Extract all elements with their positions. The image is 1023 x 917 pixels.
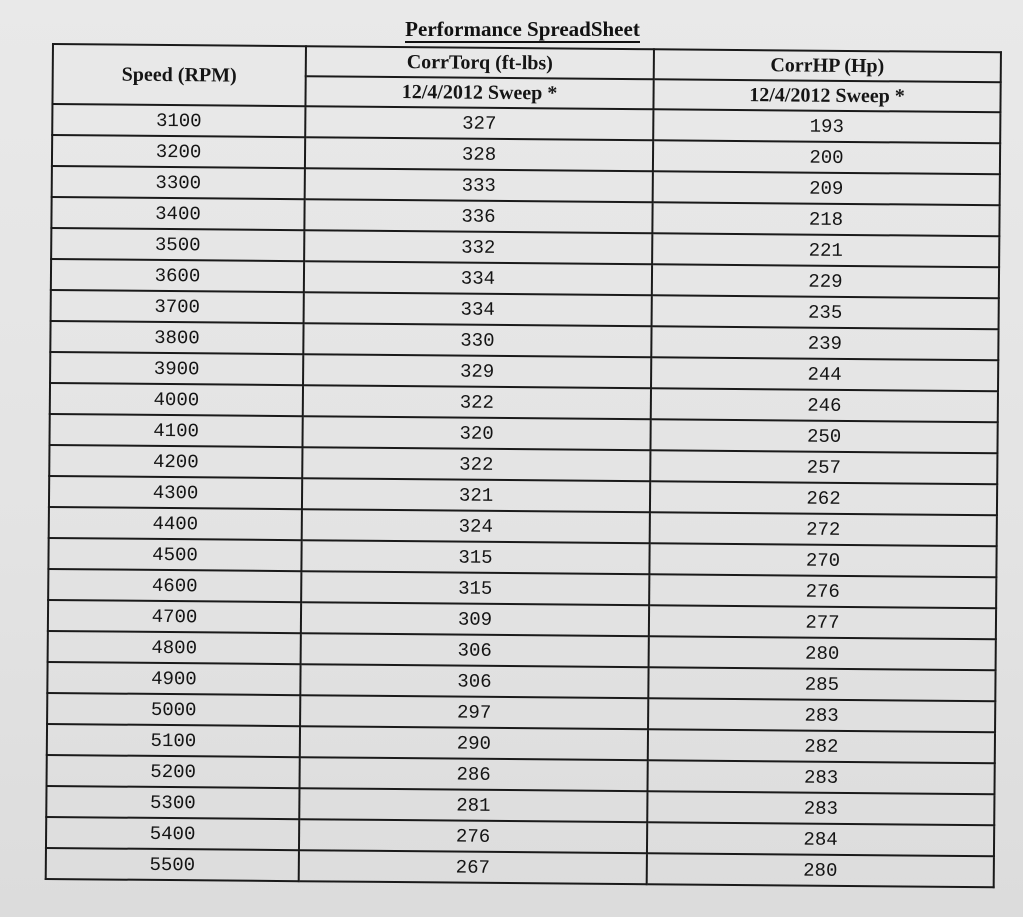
torque-cell: 321 [302, 478, 650, 512]
hp-cell: 280 [647, 853, 994, 887]
table-body [46, 104, 1001, 887]
hp-cell: 244 [651, 357, 998, 391]
table-header [52, 44, 1000, 112]
hp-cell: 282 [648, 729, 995, 763]
hp-cell: 239 [651, 326, 998, 360]
hp-cell: 283 [647, 791, 994, 825]
hp-cell: 209 [653, 171, 1000, 205]
hp-cell: 285 [648, 667, 995, 701]
torque-cell: 329 [303, 354, 651, 388]
speed-cell: 3300 [52, 166, 305, 199]
torque-cell: 315 [301, 571, 649, 605]
speed-cell: 3600 [51, 259, 304, 292]
hp-cell: 262 [650, 481, 997, 515]
hp-cell: 221 [652, 233, 999, 267]
speed-cell: 3900 [50, 352, 303, 385]
torque-cell: 286 [300, 757, 648, 791]
torque-cell: 320 [302, 416, 650, 450]
speed-cell: 4300 [49, 476, 302, 509]
hp-cell: 276 [649, 574, 996, 608]
hp-cell: 235 [652, 295, 999, 329]
torque-cell: 290 [300, 726, 648, 760]
speed-cell: 3200 [52, 135, 305, 168]
speed-cell: 4000 [50, 383, 303, 416]
spreadsheet [45, 43, 1000, 888]
torque-cell: 309 [301, 602, 649, 636]
speed-cell: 4500 [48, 538, 301, 571]
hp-cell: 270 [649, 543, 996, 577]
hp-column-header: CorrHP (Hp) [654, 49, 1001, 82]
hp-cell: 283 [647, 760, 994, 794]
hp-cell: 283 [648, 698, 995, 732]
hp-cell: 277 [649, 605, 996, 639]
performance-table [45, 43, 1002, 888]
page-title-text: Performance SpreadSheet [405, 17, 640, 41]
hp-cell: 250 [650, 419, 997, 453]
speed-cell: 3400 [51, 197, 304, 230]
torque-cell: 330 [303, 323, 651, 357]
hp-cell: 280 [649, 636, 996, 670]
torque-cell: 332 [304, 230, 652, 264]
speed-cell: 4200 [49, 445, 302, 478]
torque-cell: 267 [299, 850, 647, 884]
hp-cell: 272 [650, 512, 997, 546]
speed-cell: 5000 [47, 693, 300, 726]
torque-cell: 322 [303, 385, 651, 419]
header-row-1 [53, 44, 1001, 82]
hp-cell: 229 [652, 264, 999, 298]
hp-sweep-header: 12/4/2012 Sweep * [653, 79, 1000, 112]
torque-cell: 315 [301, 540, 649, 574]
speed-cell: 3700 [51, 290, 304, 323]
speed-cell: 4600 [48, 569, 301, 602]
speed-cell: 5400 [46, 817, 299, 850]
speed-cell: 5100 [47, 724, 300, 757]
torque-cell: 334 [304, 261, 652, 295]
torque-cell: 336 [304, 199, 652, 233]
speed-cell: 4800 [48, 631, 301, 664]
torque-cell: 281 [299, 788, 647, 822]
speed-cell: 4700 [48, 600, 301, 633]
hp-cell: 193 [653, 109, 1000, 143]
torque-sweep-header: 12/4/2012 Sweep * [305, 76, 653, 109]
speed-cell: 3500 [51, 228, 304, 261]
speed-cell: 5500 [46, 848, 299, 881]
torque-cell: 306 [300, 664, 648, 698]
speed-cell: 4400 [49, 507, 302, 540]
torque-cell: 297 [300, 695, 648, 729]
torque-cell: 324 [302, 509, 650, 543]
torque-cell: 328 [305, 137, 653, 171]
speed-cell: 5300 [46, 786, 299, 819]
speed-cell: 5200 [47, 755, 300, 788]
torque-cell: 334 [304, 292, 652, 326]
speed-cell: 3800 [50, 321, 303, 354]
torque-cell: 327 [305, 106, 653, 140]
speed-cell: 4100 [49, 414, 302, 447]
speed-column-header: Speed (RPM) [52, 44, 306, 106]
torque-cell: 333 [305, 168, 653, 202]
speed-cell: 3100 [52, 104, 305, 137]
torque-cell: 306 [301, 633, 649, 667]
torque-column-header: CorrTorq (ft-lbs) [306, 46, 654, 79]
speed-cell: 4900 [47, 662, 300, 695]
torque-cell: 276 [299, 819, 647, 853]
hp-cell: 246 [651, 388, 998, 422]
hp-cell: 257 [650, 450, 997, 484]
hp-cell: 218 [652, 202, 999, 236]
hp-cell: 200 [653, 140, 1000, 174]
page-title [0, 17, 1023, 42]
torque-cell: 322 [302, 447, 650, 481]
hp-cell: 284 [647, 822, 994, 856]
